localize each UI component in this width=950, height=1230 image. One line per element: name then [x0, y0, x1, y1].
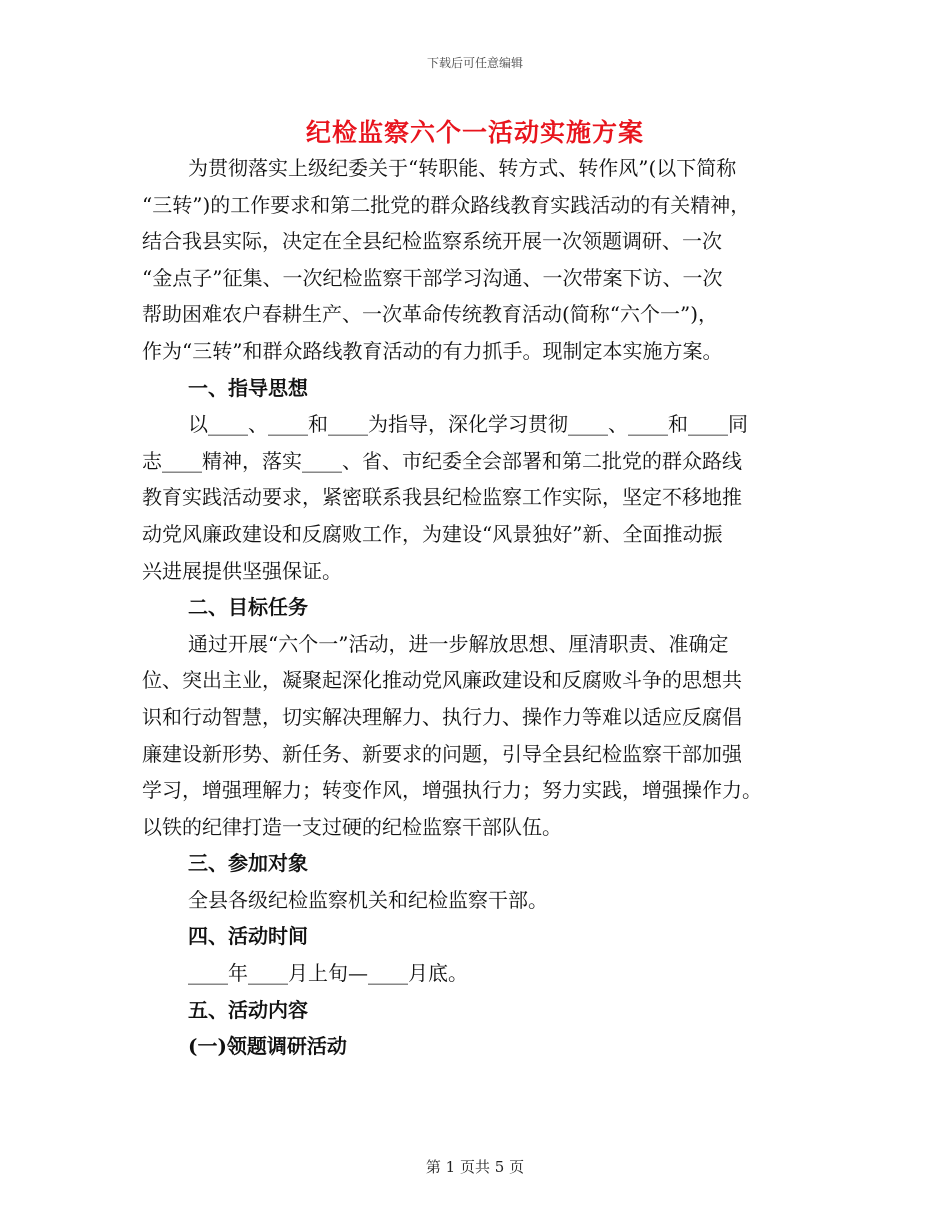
section-heading: 二、目标任务 [188, 595, 308, 620]
page-footer: 第 1 页共 5 页 [425, 1158, 525, 1176]
body-line: 结合我县实际，决定在全县纪检监察系统开展一次领题调研、一次 [142, 229, 722, 254]
document-title: 纪检监察六个一活动实施方案 [305, 118, 644, 147]
body-line: 学习，增强理解力；转变作风，增强执行力；努力实践，增强操作力。 [142, 778, 762, 803]
subsection-heading: (一)领题调研活动 [188, 1034, 347, 1059]
body-line: “三转”)的工作要求和第二批党的群众路线教育实践活动的有关精神， [142, 192, 751, 217]
body-line: 为贯彻落实上级纪委关于“转职能、转方式、转作风”(以下简称 [188, 156, 737, 180]
section-heading: 三、参加对象 [188, 851, 308, 876]
body-line: 帮助困难农户春耕生产、一次革命传统教育活动(简称“六个一”)， [142, 302, 719, 327]
body-line: 教育实践活动要求，紧密联系我县纪检监察工作实际，坚定不移地推 [142, 485, 742, 510]
body-line: ____年____月上旬—____月底。 [188, 961, 468, 986]
body-line: 位、突出主业，凝聚起深化推动党风廉政建设和反腐败斗争的思想共 [142, 668, 742, 693]
body-line: 以铁的纪律打造一支过硬的纪检监察干部队伍。 [142, 814, 562, 839]
section-heading: 五、活动内容 [188, 997, 308, 1022]
body-line: 全县各级纪检监察机关和纪检监察干部。 [188, 887, 548, 912]
body-line: 志____精神，落实____、省、市纪委全会部署和第二批党的群众路线 [142, 448, 742, 473]
body-line: 廉建设新形势、新任务、新要求的问题，引导全县纪检监察干部加强 [142, 741, 742, 766]
header-note: 下载后可任意编辑 [426, 56, 523, 70]
body-line: 识和行动智慧，切实解决理解力、执行力、操作力等难以适应反腐倡 [142, 704, 742, 729]
body-line: 作为“三转”和群众路线教育活动的有力抓手。现制定本实施方案。 [142, 338, 723, 363]
document-body [142, 150, 822, 1065]
section-heading: 一、指导思想 [188, 375, 308, 400]
section-heading: 四、活动时间 [188, 924, 308, 949]
body-line: “金点子”征集、一次纪检监察干部学习沟通、一次带案下访、一次 [142, 265, 723, 290]
body-line: 以____、____和____为指导，深化学习贯彻____、____和____同 [188, 412, 748, 437]
body-line: 兴进展提供坚强保证。 [142, 558, 342, 583]
body-line: 动党风廉政建设和反腐败工作，为建设“风景独好”新、全面推动振 [142, 521, 723, 546]
body-line: 通过开展“六个一”活动，进一步解放思想、厘清职责、准确定 [188, 631, 729, 656]
